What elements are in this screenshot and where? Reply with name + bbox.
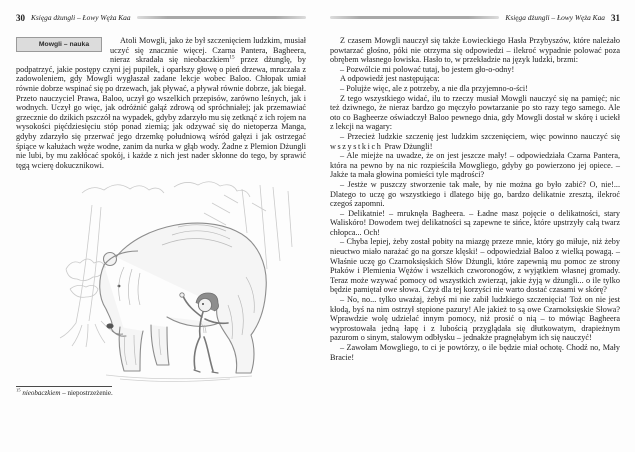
paragraph-text: – Chyba lepiej, żeby został pobity na miazgę przeze mnie, który go miłuje, niż żeby nieuctwo miało narażać go na gorsze klęski! – odpowiedział Baloo z wielką powagą. – Właśnie uczę go Czarnoksięskich Słów Dżungli, które zapewnią mu pomoc ze strony Ptaków i Plemienia Wężów i wszelkich czworonogów, z wyjątkiem własnej gromady. Teraz może wzywać pomocy od wszystkich zwierząt, jakie żyją w dżungli... o ile tylko będzie pamiętał owe słowa. Czyż dla tej korzyści nie warto dostać czasami w skórę?: [330, 237, 620, 295]
paragraph: [330, 295, 620, 343]
margin-note: Mowgli – nauka: [16, 37, 102, 52]
paragraph-text: przez dżunglę, by podpatrzyć, jakie postępy czyni jej pupilek, i oparłszy głowę o pień drzewa, mruczała z zadowoleniem, gdy Mowgli wygłaszał zadane lekcje wobec Baloo. Chłopak umiał równie dobrze wspinać się po drzewach, jak pływać, a pływał równie dobrze, jak biegał. Przeto nauczyciel Prawa, Baloo, uczył go wszelkich przepisów, zarówno leśnych, jak i wodnych. Uczył go więc, jak odróżnić gałąź zdrową od spróchniałej; jak przemawiać grzecznie do dzikich pszczół na wypadek, gdyby zdarzyło mu się zetknąć z ich rojem na wysokości pięćdziesięciu stóp ponad ziemią; jak odzywać się do nietoperza Manga, gdyby zdarzyło się przerwać jego drzemkę południową wśród gałęzi i jak ostrzegać śpiące w kałużach węże wodne, zanim da nurka w głąb wody. Żadne z Plemion Dżungli nie lubi, by mu zakłócać spokój, i każde z nich jest nader skłonne do tego, by sprawić tęgą wcierę dokucznikowi.: [16, 55, 306, 170]
paragraph: [330, 209, 620, 238]
paragraph-text: Praw Dżungli!: [382, 141, 433, 151]
footnote-divider: [16, 386, 112, 387]
paragraph: [330, 36, 620, 65]
paragraph-text: Z czasem Mowgli nauczył się także Łowieckiego Hasła Przybyszów, które należało powtarzać głośno, póki nie otrzyma się odpowiedzi – ilekroć wypadnie polować poza obrębem własnego łowiska. Hasło to, w przekładzie na język ludzki, brzmi:: [330, 36, 620, 65]
page-number-left: 30: [16, 12, 25, 23]
footnote-marker: 15: [16, 387, 21, 393]
paragraph-text: – Przecież ludzkie szczenię jest ludzkim szczenięciem, więc powinno nauczyć się: [340, 131, 620, 141]
footnote-reference: 15: [229, 54, 235, 61]
header-rule-left: [137, 16, 306, 19]
footnote-definition: – niepostrzeżenie.: [60, 389, 113, 398]
header-rule-right: [330, 16, 499, 19]
page-number-right: 31: [611, 12, 620, 23]
paragraph: [16, 36, 306, 170]
paragraph: [330, 74, 620, 84]
paragraph-text: – Pozwólcie mi polować tutaj, bo jestem gło-o-odny!: [340, 64, 515, 74]
paragraph-text: – Zawołam Mowgliego, to ci je powtórzy, o ile będzie miał ochotę. Chodź no, Mały Bracie!: [330, 343, 620, 362]
paragraph-text: – Delikatnie! – mruknęła Bagheera. – Ładne masz pojęcie o delikatności, stary Waliskóro! Dowodem twej delikatności są zapewne te sińce, które upstrzyły całą twarz chłopca... Och!: [330, 208, 620, 237]
paragraph: [330, 65, 620, 75]
baloo-bear: [100, 223, 267, 373]
paragraph-text: – Ale miejże na uwadze, że on jest jeszcze mały! – odpowiedziała Czarna Pantera, która na pewno by na nic rozpieściła Mowgliego, gdyby go powierzono jej opiece. – Jakże ta mała głowina pomieści tyle mądrości?: [330, 151, 620, 180]
paragraph-text: – Jestże w puszczy stworzenie tak małe, by nie można go było zabić? O, nie!... Dlatego to uczę go wszystkiego i dlatego biję go, bardzo delikatnie zresztą, ilekroć czegoś zapomni.: [330, 179, 620, 209]
footnote: [16, 386, 306, 398]
right-page-body: [330, 36, 620, 362]
running-title-right: Księga dżungli – Łowy Węża Kaa: [505, 12, 605, 22]
left-page-body: [16, 36, 306, 170]
paragraph-text: – No, no... tylko uważaj, żebyś mi nie zabił ludzkiego szczenięcia! Toż on nie jest kłodą, byś na nim ostrzył stępione pazury! Ale jakież to są owe Czarnoksięskie Słowa? Wprawdzie wolę udzielać innym pomocy, niż prosić o nią – to mówiąc Bagheera wyprostowała jedną łapę i z lubością przyglądała się dłutkowatym, drapieżnym pazurom o sinym, stalowym odbłysku – jednakże pragnęłabym ich się nauczyć!: [330, 295, 620, 343]
paragraph-text: – Polujże więc, ale z potrzeby, a nie dla przyjemno-o-ści!: [340, 83, 528, 93]
running-title-left: Księga dżungli – Łowy Węża Kaa: [31, 12, 131, 22]
paragraph: [330, 84, 620, 94]
paragraph-text: wszystkich: [330, 141, 383, 151]
illustration-svg: [54, 177, 300, 383]
paragraph: [330, 180, 620, 209]
paragraph: [330, 237, 620, 295]
paragraph-text: Z tego wszystkiego widać, ilu to rzeczy musiał Mowgli nauczyć się na pamięć; nic też dziwnego, że nieraz bardzo go męczyło powtarzanie po sto razy tego samego. Ale oto co Bagheerze oświadczył Baloo pewnego dnia, gdy Mowgli dostał w skórę i uciekł z lekcji na wagary:: [330, 93, 620, 132]
ground-strokes: [106, 375, 252, 382]
paragraph: [330, 343, 620, 362]
baloo-mowgli-illustration: [54, 177, 300, 383]
paragraph: [330, 151, 620, 180]
paragraph-text: Atoli Mowgli, jako że był szczenięciem ludzkim, musiał uczyć się znacznie więcej. Czarna Pantera, Bagheera, nieraz skradała się nieobaczkiem: [110, 36, 306, 65]
right-page: [330, 12, 620, 362]
paragraph: [330, 132, 620, 151]
footnote-term: nieobaczkiem: [22, 389, 61, 398]
paragraph: [330, 94, 620, 132]
left-running-header: [16, 12, 306, 23]
left-page: [16, 12, 306, 398]
paragraph-text: A odpowiedź jest następująca:: [340, 74, 440, 84]
right-running-header: [330, 12, 620, 23]
